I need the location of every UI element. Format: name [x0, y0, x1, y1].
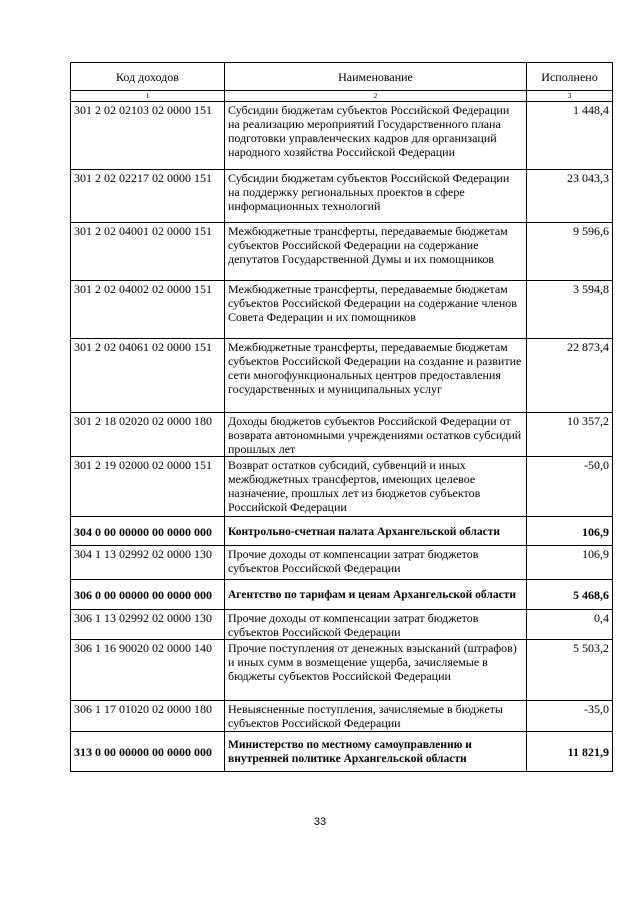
value-cell: 3 594,8 — [527, 281, 613, 339]
name-cell: Контрольно-счетная палата Архангельской области — [225, 517, 527, 546]
name-cell: Прочие доходы от компенсации затрат бюджетов субъектов Российской Федерации — [225, 610, 527, 640]
table-row — [71, 102, 613, 170]
table-row — [71, 546, 613, 580]
code-cell: 306 0 00 00000 00 0000 000 — [71, 580, 225, 610]
table-row — [71, 610, 613, 640]
header-code: Код доходов — [71, 63, 225, 91]
value-cell: 5 468,6 — [527, 580, 613, 610]
name-cell: Прочие поступления от денежных взысканий (штрафов) и иных сумм в возмещение ущерба, зачисляемые в бюджеты субъектов Российской Федерации — [225, 640, 527, 701]
table-row — [71, 517, 613, 546]
table-row — [71, 339, 613, 413]
header-row — [71, 63, 613, 91]
table-row — [71, 223, 613, 281]
value-cell: -50,0 — [527, 457, 613, 517]
name-cell: Межбюджетные трансферты, передаваемые бюджетам субъектов Российской Федерации на содержание членов Совета Федерации и их помощников — [225, 281, 527, 339]
code-cell: 301 2 18 02020 02 0000 180 — [71, 413, 225, 457]
name-cell: Министерство по местному самоуправлению и внутренней политике Архангельской области — [225, 732, 527, 772]
page-number: 33 — [313, 816, 327, 828]
table-row — [71, 413, 613, 457]
code-cell: 301 2 02 02217 02 0000 151 — [71, 170, 225, 223]
code-cell: 306 1 13 02992 02 0000 130 — [71, 610, 225, 640]
column-number: 2 — [225, 91, 527, 102]
table-row — [71, 640, 613, 701]
code-cell: 313 0 00 00000 00 0000 000 — [71, 732, 225, 772]
table-row — [71, 580, 613, 610]
code-cell: 301 2 02 02103 02 0000 151 — [71, 102, 225, 170]
name-cell: Агентство по тарифам и ценам Архангельской области — [225, 580, 527, 610]
header-name: Наименование — [225, 63, 527, 91]
column-number: 1 — [71, 91, 225, 102]
value-cell: -35,0 — [527, 701, 613, 732]
name-cell: Возврат остатков субсидий, субвенций и иных межбюджетных трансфертов, имеющих целевое назначение, прошлых лет из бюджетов субъектов Российской Федерации — [225, 457, 527, 517]
code-cell: 306 1 16 90020 02 0000 140 — [71, 640, 225, 701]
column-number-row — [71, 91, 613, 102]
revenue-table — [70, 62, 613, 772]
value-cell: 9 596,6 — [527, 223, 613, 281]
value-cell: 106,9 — [527, 517, 613, 546]
table-row — [71, 701, 613, 732]
header-value: Исполнено — [527, 63, 613, 91]
code-cell: 301 2 02 04001 02 0000 151 — [71, 223, 225, 281]
name-cell: Межбюджетные трансферты, передаваемые бюджетам субъектов Российской Федерации на создание и развитие сети многофункциональных центров предоставления государственных и муниципальных услуг — [225, 339, 527, 413]
value-cell: 106,9 — [527, 546, 613, 580]
table-row — [71, 170, 613, 223]
column-number: 3 — [527, 91, 613, 102]
value-cell: 11 821,9 — [527, 732, 613, 772]
value-cell: 22 873,4 — [527, 339, 613, 413]
code-cell: 304 0 00 00000 00 0000 000 — [71, 517, 225, 546]
name-cell: Невыясненные поступления, зачисляемые в бюджеты субъектов Российской Федерации — [225, 701, 527, 732]
value-cell: 10 357,2 — [527, 413, 613, 457]
name-cell: Доходы бюджетов субъектов Российской Федерации от возврата автономными учреждениями остатков субсидий прошлых лет — [225, 413, 527, 457]
code-cell: 301 2 02 04002 02 0000 151 — [71, 281, 225, 339]
code-cell: 301 2 19 02000 02 0000 151 — [71, 457, 225, 517]
value-cell: 1 448,4 — [527, 102, 613, 170]
name-cell: Субсидии бюджетам субъектов Российской Федерации на поддержку региональных проектов в сфере информационных технологий — [225, 170, 527, 223]
table-row — [71, 457, 613, 517]
code-cell: 306 1 17 01020 02 0000 180 — [71, 701, 225, 732]
name-cell: Прочие доходы от компенсации затрат бюджетов субъектов Российской Федерации — [225, 546, 527, 580]
value-cell: 5 503,2 — [527, 640, 613, 701]
value-cell: 0,4 — [527, 610, 613, 640]
code-cell: 304 1 13 02992 02 0000 130 — [71, 546, 225, 580]
code-cell: 301 2 02 04061 02 0000 151 — [71, 339, 225, 413]
value-cell: 23 043,3 — [527, 170, 613, 223]
name-cell: Межбюджетные трансферты, передаваемые бюджетам субъектов Российской Федерации на содержание депутатов Государственной Думы и их помощников — [225, 223, 527, 281]
table-row — [71, 281, 613, 339]
name-cell: Субсидии бюджетам субъектов Российской Федерации на реализацию мероприятий Государственного плана подготовки управленческих кадров для организаций народного хозяйства Российской Федерации — [225, 102, 527, 170]
table-row — [71, 732, 613, 772]
